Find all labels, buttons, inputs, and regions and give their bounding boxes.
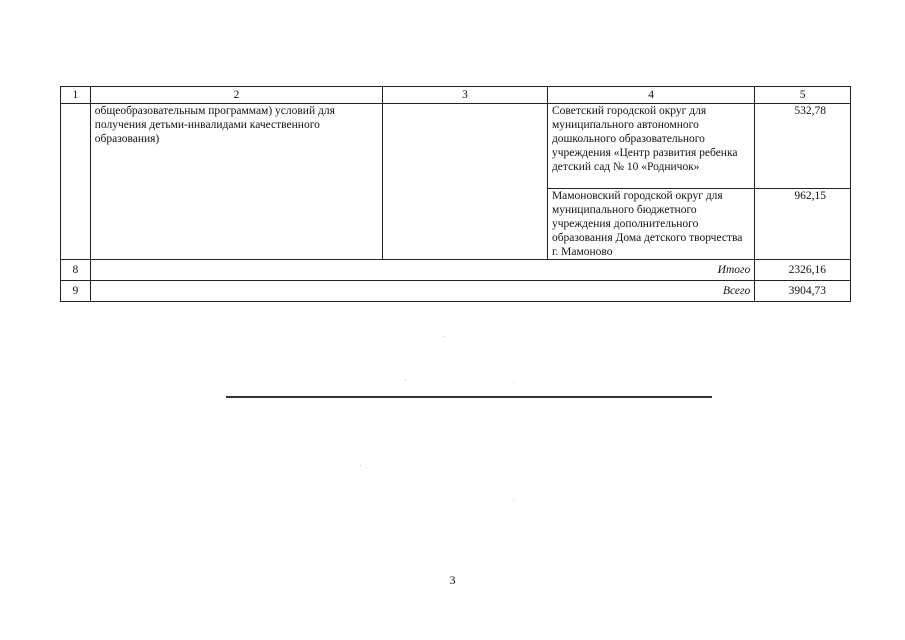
closing-rule <box>226 396 712 398</box>
header-col-5: 5 <box>755 87 851 104</box>
header-col-4: 4 <box>547 87 754 104</box>
recipient-amount-cell: 962,15 <box>755 189 851 260</box>
recipient-name-cell: Советский городской округ для муниципального автономного дошкольного образовательного учреждения «Центр развития ребенка детский сад № 10 «Родничок» <box>547 104 754 189</box>
allocation-table <box>60 86 851 302</box>
table-row <box>61 104 851 189</box>
scan-speck <box>405 380 406 381</box>
header-col-3: 3 <box>383 87 548 104</box>
scan-speck <box>513 382 514 383</box>
total-amount: 2326,16 <box>755 260 851 281</box>
total-number: 8 <box>61 260 91 281</box>
purpose-cell: общеобразовательным программам) условий для получения детьми-инвалидами качественного образования) <box>90 104 382 260</box>
recipient-amount-cell: 532,78 <box>755 104 851 189</box>
grand-total-label: Всего <box>90 281 755 302</box>
grand-total-row <box>61 281 851 302</box>
table-header-row <box>61 87 851 104</box>
header-col-2: 2 <box>90 87 382 104</box>
row-number-cell <box>61 104 91 260</box>
total-row <box>61 260 851 281</box>
grand-total-number: 9 <box>61 281 91 302</box>
scan-speck <box>360 465 361 466</box>
recipient-name-cell: Мамоновский городской округ для муниципального бюджетного учреждения дополнительного образования Дома детского творчества г. Мамоново <box>547 189 754 260</box>
scan-speck <box>513 500 514 501</box>
grand-total-amount: 3904,73 <box>755 281 851 302</box>
total-label: Итого <box>90 260 755 281</box>
column-3-cell <box>383 104 548 260</box>
header-col-1: 1 <box>61 87 91 104</box>
scan-speck <box>444 336 445 337</box>
page-number: 3 <box>449 573 456 587</box>
